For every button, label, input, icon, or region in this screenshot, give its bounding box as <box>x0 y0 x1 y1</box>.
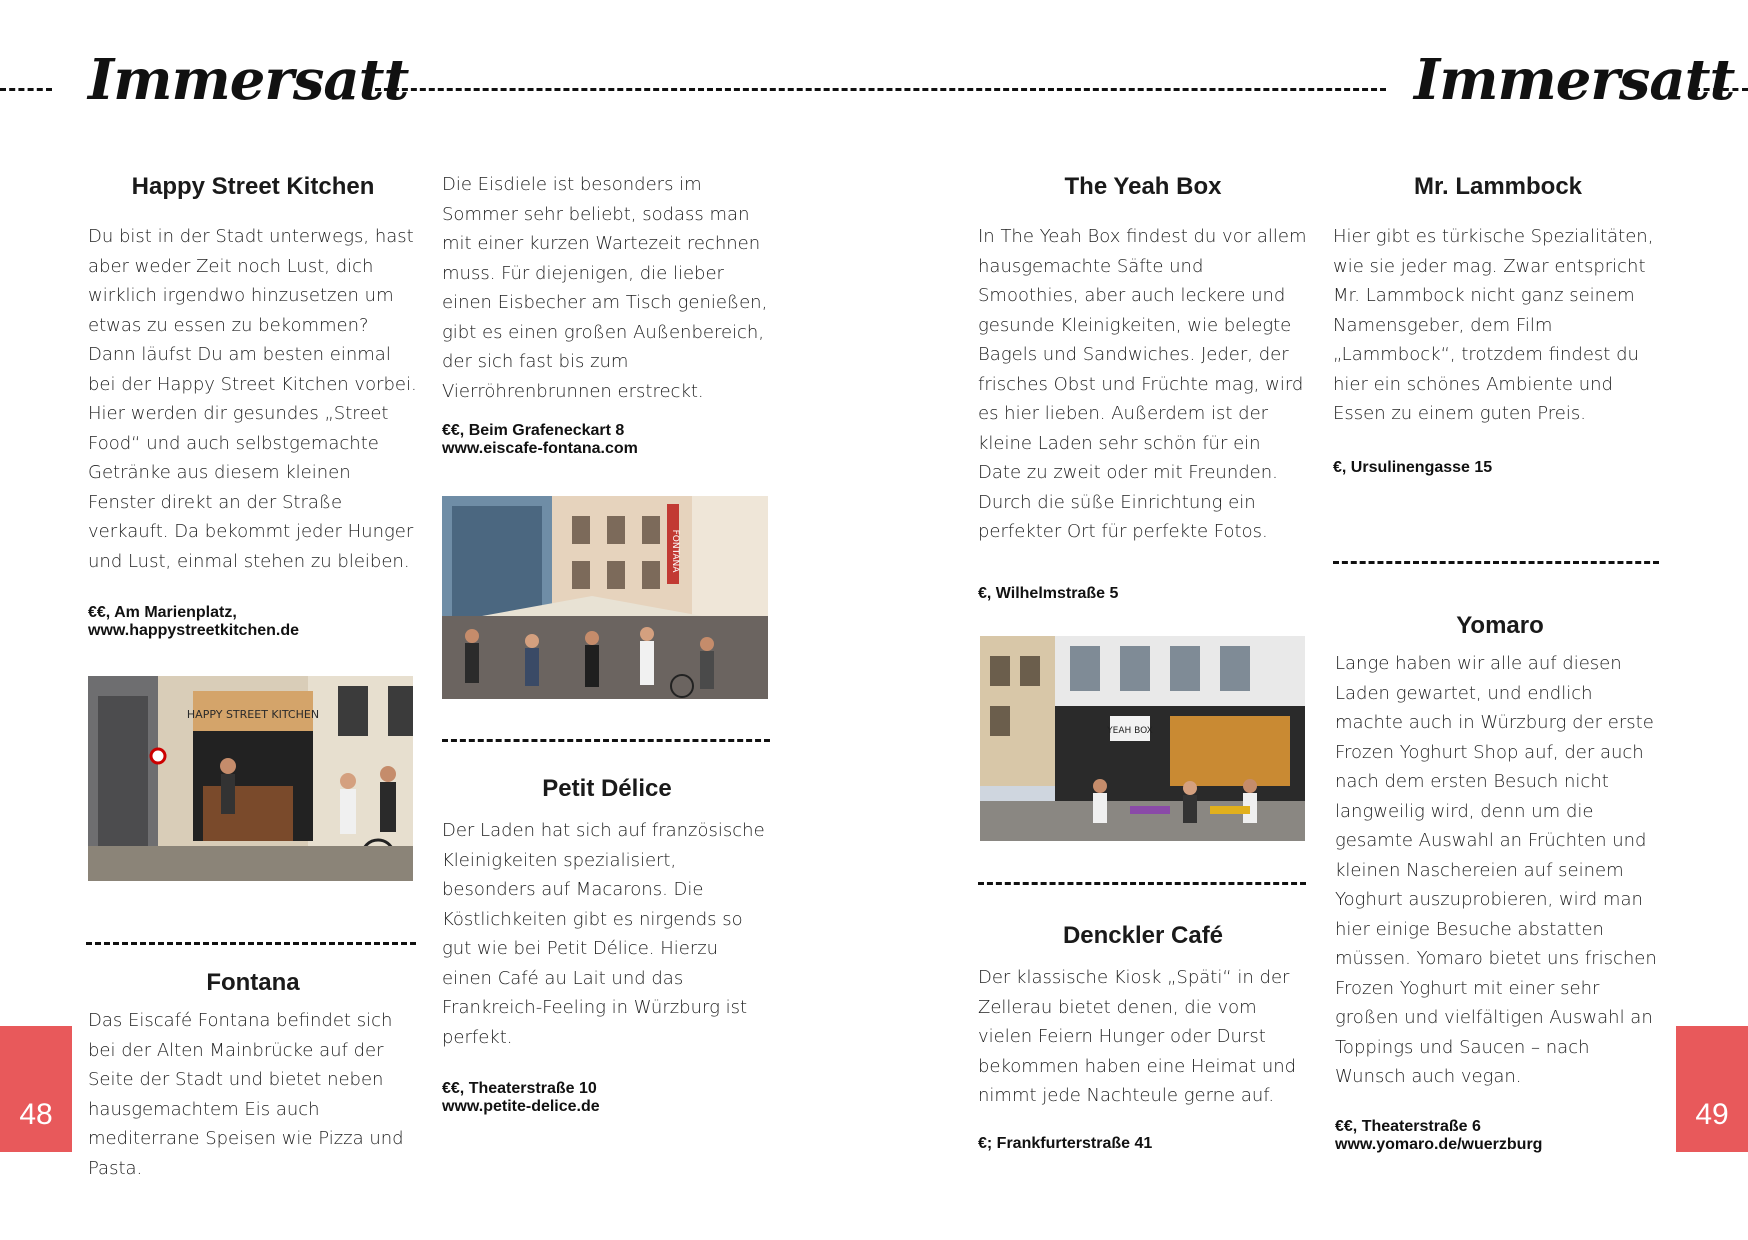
entry-title: Petit Délice <box>542 775 672 802</box>
entry-info-price-address: €€, Theaterstraße 10 <box>442 1080 597 1097</box>
separator-before-yomaro <box>1333 561 1659 564</box>
entry-yomaro <box>1335 611 1665 1154</box>
photo-the-yeah-box <box>980 636 1305 841</box>
entry-text: Lange haben wir alle auf diesen Laden gewartet, und endlich machte auch in Würzburg der erste Frozen Yoghurt Shop auf, der auch nach dem ersten Besuch nicht langweilig wird, denn um die gesamte Auswahl an Früchten und kleinen Naschereien auf seinem Yoghurt auszuprobieren, wird man hier einige Besuche abstatten müssen. Yomaro bietet uns frischen Frozen Yoghurt mit einer sehr großen und vielfältigen Auswahl an Toppings und Saucen – nach Wunsch auch vegan. <box>1335 653 1657 1087</box>
entry-info-price-address: €; Frankfurterstraße 41 <box>978 1134 1153 1152</box>
right-header-title: Immersatt <box>1414 47 1735 113</box>
entry-fontana-continued <box>442 170 772 458</box>
entry-info-price-address: €€, Theaterstraße 6 <box>1335 1117 1481 1135</box>
entry-mr-lammbock <box>1333 172 1663 477</box>
right-header-dash <box>1694 88 1748 91</box>
separator-before-fontana <box>86 942 416 945</box>
entry-title: Denckler Café <box>1062 922 1224 949</box>
entry-title: Fontana <box>206 969 300 996</box>
entry-title: The Yeah Box <box>1064 173 1222 200</box>
entry-info-website: www.petite-delice.de <box>442 1098 600 1115</box>
entry-title: Mr. Lammbock <box>1413 173 1583 200</box>
left-header-title: Immersatt <box>88 47 409 113</box>
sign-text: FONTANA <box>670 529 680 573</box>
entry-info-website: www.happystreetkitchen.de <box>88 622 300 639</box>
entry-info-price-address: €€, Beim Grafeneckart 8 <box>442 422 625 439</box>
page-number-right: 49 <box>1676 1026 1748 1152</box>
left-header-dash <box>0 88 52 91</box>
sign-text: YEAH BOX <box>1107 726 1153 736</box>
center-header-dash <box>366 88 1386 91</box>
separator-before-denckler <box>978 882 1306 885</box>
separator-before-petit-delice <box>442 739 770 742</box>
entry-denckler-cafe <box>978 921 1308 1153</box>
photo-happy-street-kitchen <box>88 676 413 881</box>
entry-info-price-address: €, Wilhelmstraße 5 <box>978 584 1119 602</box>
entry-info-price-address: €, Ursulinengasse 15 <box>1333 458 1493 476</box>
entry-title: Yomaro <box>1456 612 1544 639</box>
entry-fontana <box>88 968 418 1183</box>
entry-text: Der Laden hat sich auf französische Kleinigkeiten spezialisiert, besonders auf Macarons. Die Köstlichkeiten gibt es nirgends so gut wie bei Petit Délice. Hierzu einen Café au Lait und das Frankreich-Feeling in Würzburg ist perfekt. <box>442 820 765 1048</box>
sign-text: HAPPY STREET KITCHEN <box>186 708 320 721</box>
entry-info-website: www.yomaro.de/wuerzburg <box>1335 1135 1543 1153</box>
entry-text: Das Eiscafé Fontana befindet sich bei der Alten Mainbrücke auf der Seite der Stadt und bietet neben hausgemachtem Eis auch mediterrane Speisen wie Pizza und Pasta. <box>88 1010 404 1179</box>
page-number-left: 48 <box>0 1026 72 1152</box>
entry-text: Der klassische Kiosk „Späti“ in der Zellerau bietet denen, die vom vielen Feiern Hunger oder Durst bekommen haben eine Heimat und nimmt jede Nachteule gerne auf. <box>978 967 1297 1106</box>
photo-fontana <box>442 496 768 699</box>
entry-happy-street-kitchen <box>88 172 418 640</box>
entry-info-website: www.eiscafe-fontana.com <box>442 440 638 457</box>
entry-petit-delice <box>442 774 772 1116</box>
entry-text: Du bist in der Stadt unterwegs, hast aber weder Zeit noch Lust, dich wirklich irgendwo hinzusetzen um etwas zu essen zu bekommen? Dann läufst Du am besten einmal bei der Happy Street Kitchen vorbei. Hier werden dir gesundes „Street Food“ und auch selbstgemachte Getränke aus diesem kleinen Fenster direkt an der Straße verkauft. Da bekommt jeder Hunger und Lust, einmal stehen zu bleiben. <box>88 226 417 572</box>
entry-title: Happy Street Kitchen <box>131 173 375 200</box>
entry-info-price-address: €€, Am Marienplatz, <box>88 604 237 621</box>
entry-the-yeah-box <box>978 172 1308 603</box>
entry-text: In The Yeah Box findest du vor allem hausgemachte Säfte und Smoothies, aber auch leckere und gesunde Kleinigkeiten, wie belegte Bagels und Sandwiches. Jeder, der frisches Obst und Früchte mag, wird es hier lieben. Außerdem ist der kleine Laden sehr schön für ein Date zu zweit oder mit Freunden. Durch die süße Einrichtung ein perfekter Ort für perfekte Fotos. <box>978 226 1307 542</box>
entry-text-continued: Die Eisdiele ist besonders im Sommer sehr beliebt, sodass man mit einer kurzen Wartezeit rechnen muss. Für diejenigen, die lieber einen Eisbecher am Tisch genießen, gibt es einen großen Außenbereich, der sich fast bis zum Vierröhrenbrunnen erstreckt. <box>442 174 768 402</box>
entry-text: Hier gibt es türkische Spezialitäten, wie sie jeder mag. Zwar entspricht Mr. Lammbock nicht ganz seinem Namensgeber, dem Film „Lammbock“, trotzdem findest du hier ein schönes Ambiente und Essen zu einem guten Preis. <box>1333 226 1654 424</box>
